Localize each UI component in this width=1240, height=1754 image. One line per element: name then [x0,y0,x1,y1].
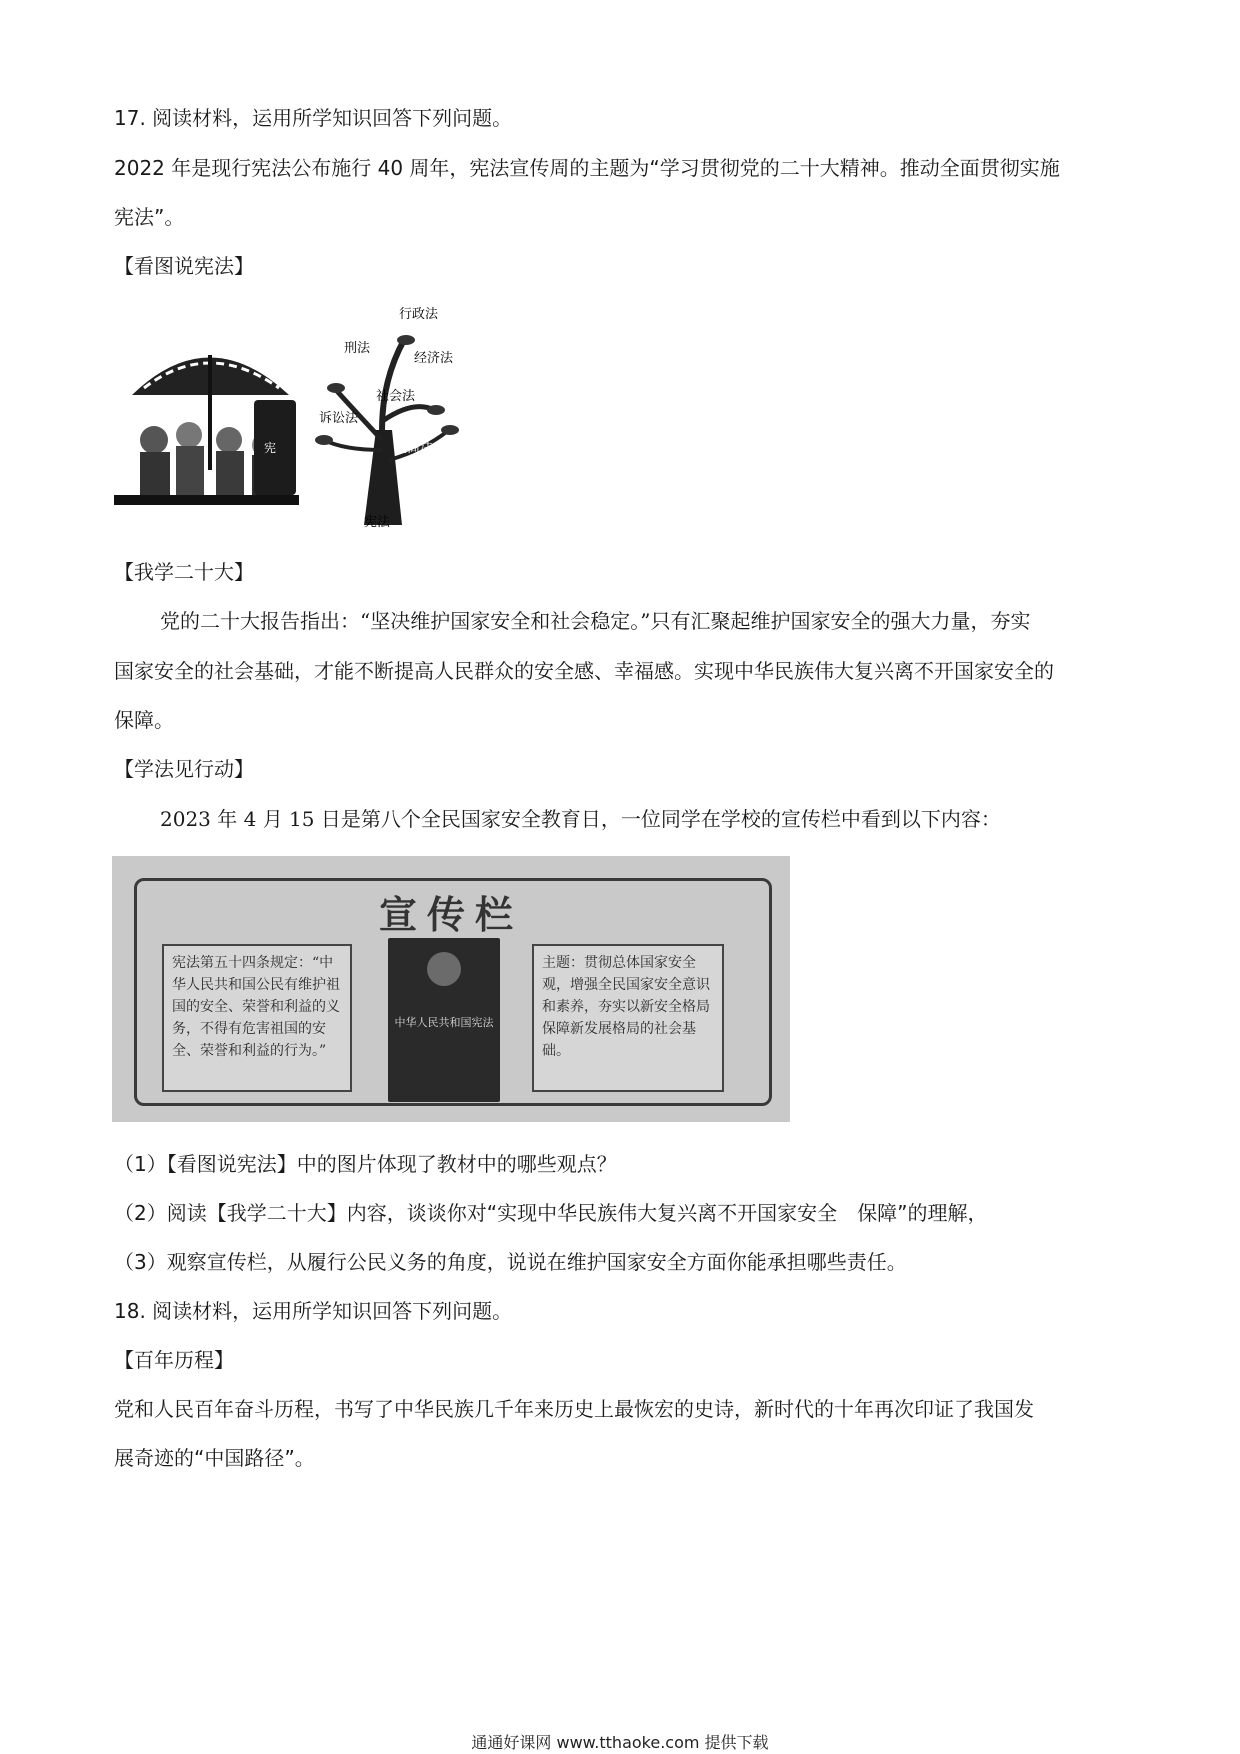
bulletin-left-panel: 宪法第五十四条规定：“中华人民共和国公民有维护祖国的安全、荣誉和利益的义务，不得有危害祖国的安全、荣誉和利益的行为。” [162,944,352,1092]
person-body [140,452,170,502]
para3: 2023 年 4 月 15 日是第八个全民国家安全教育日，一位同学在学校的宣传栏中看到以下内容： [160,807,1001,831]
section-heading-learn-20th: 【我学二十大】 [114,560,254,584]
tree-label: 社会法 [376,389,416,404]
person-head [176,422,202,448]
section-heading-law-in-action: 【学法见行动】 [114,757,254,781]
sub-question-1: （1）【看图说宪法】中的图片体现了教材中的哪些观点？ [114,1152,617,1176]
constitution-cartoon [114,300,484,530]
q18-para-line2: 展奇迹的“中国路径”。 [114,1446,315,1470]
section-heading-constitution-picture: 【看图说宪法】 [114,254,254,278]
svg-text:宪: 宪 [264,441,277,455]
person-head [216,427,242,453]
tree-label: 宪法 [364,515,391,530]
tree-label: 经济法 [414,351,454,366]
q18-header: 18. 阅读材料，运用所学知识回答下列问题。 [114,1299,513,1323]
tree-branch [384,407,434,420]
person-head [140,426,168,454]
para2-line3: 保障。 [114,708,174,732]
para2-line1: 党的二十大报告指出：“坚决维护国家安全和社会稳定。”只有汇聚起维护国家安全的强大力量，夯实 [160,609,1031,633]
person-body [216,451,244,501]
leaf [427,405,445,415]
leaf [315,435,333,445]
para2-line2: 国家安全的社会基础，才能不断提高人民群众的安全感、幸福感。实现中华民族伟大复兴离不开国家安全的 [114,659,1054,683]
tree-label: 行政法 [399,307,439,322]
sub-question-3: （3）观察宣传栏，从履行公民义务的角度，说说在维护国家安全方面你能承担哪些责任。 [114,1250,907,1274]
q18-para-line1: 党和人民百年奋斗历程，书写了中华民族几千年来历史上最恢宏的史诗，新时代的十年再次印证了我国发 [114,1397,1034,1421]
national-emblem-icon [427,952,461,986]
q17-header: 17. 阅读材料，运用所学知识回答下列问题。 [114,106,513,130]
tree-label: 民商法 [394,441,434,456]
q17-intro-line2: 宪法”。 [114,205,185,229]
constitution-book-image [388,938,500,1102]
leaf [397,335,415,345]
leaf [327,383,345,393]
sub-question-2: （2）阅读【我学二十大】内容，谈谈你对“实现中华民族伟大复兴离不开国家安全 保障”的理解， [114,1201,988,1225]
tree-label: 诉讼法 [319,411,359,426]
tree-label: 刑法 [344,341,371,356]
bulletin-title: 宣传栏 [378,892,523,937]
bulletin-right-panel: 主题：贯彻总体国家安全观，增强全民国家安全意识和素养，夯实以新安全格局保障新发展格局的社会基础。 [532,944,724,1092]
section-heading-century: 【百年历程】 [114,1348,234,1372]
ground [114,495,299,505]
bulletin-board-photo [112,856,790,1122]
leaf [441,425,459,435]
page-footer: 通通好课网 www.tthaoke.com 提供下载 [471,1733,769,1752]
book-cover-text: 中华人民共和国宪法 [394,1016,494,1029]
person-body [176,446,204,501]
q17-intro-line1: 2022 年是现行宪法公布施行 40 周年，宪法宣传周的主题为“学习贯彻党的二十大精神。推动全面贯彻实施 [114,156,1060,180]
tree-branch [324,440,382,450]
